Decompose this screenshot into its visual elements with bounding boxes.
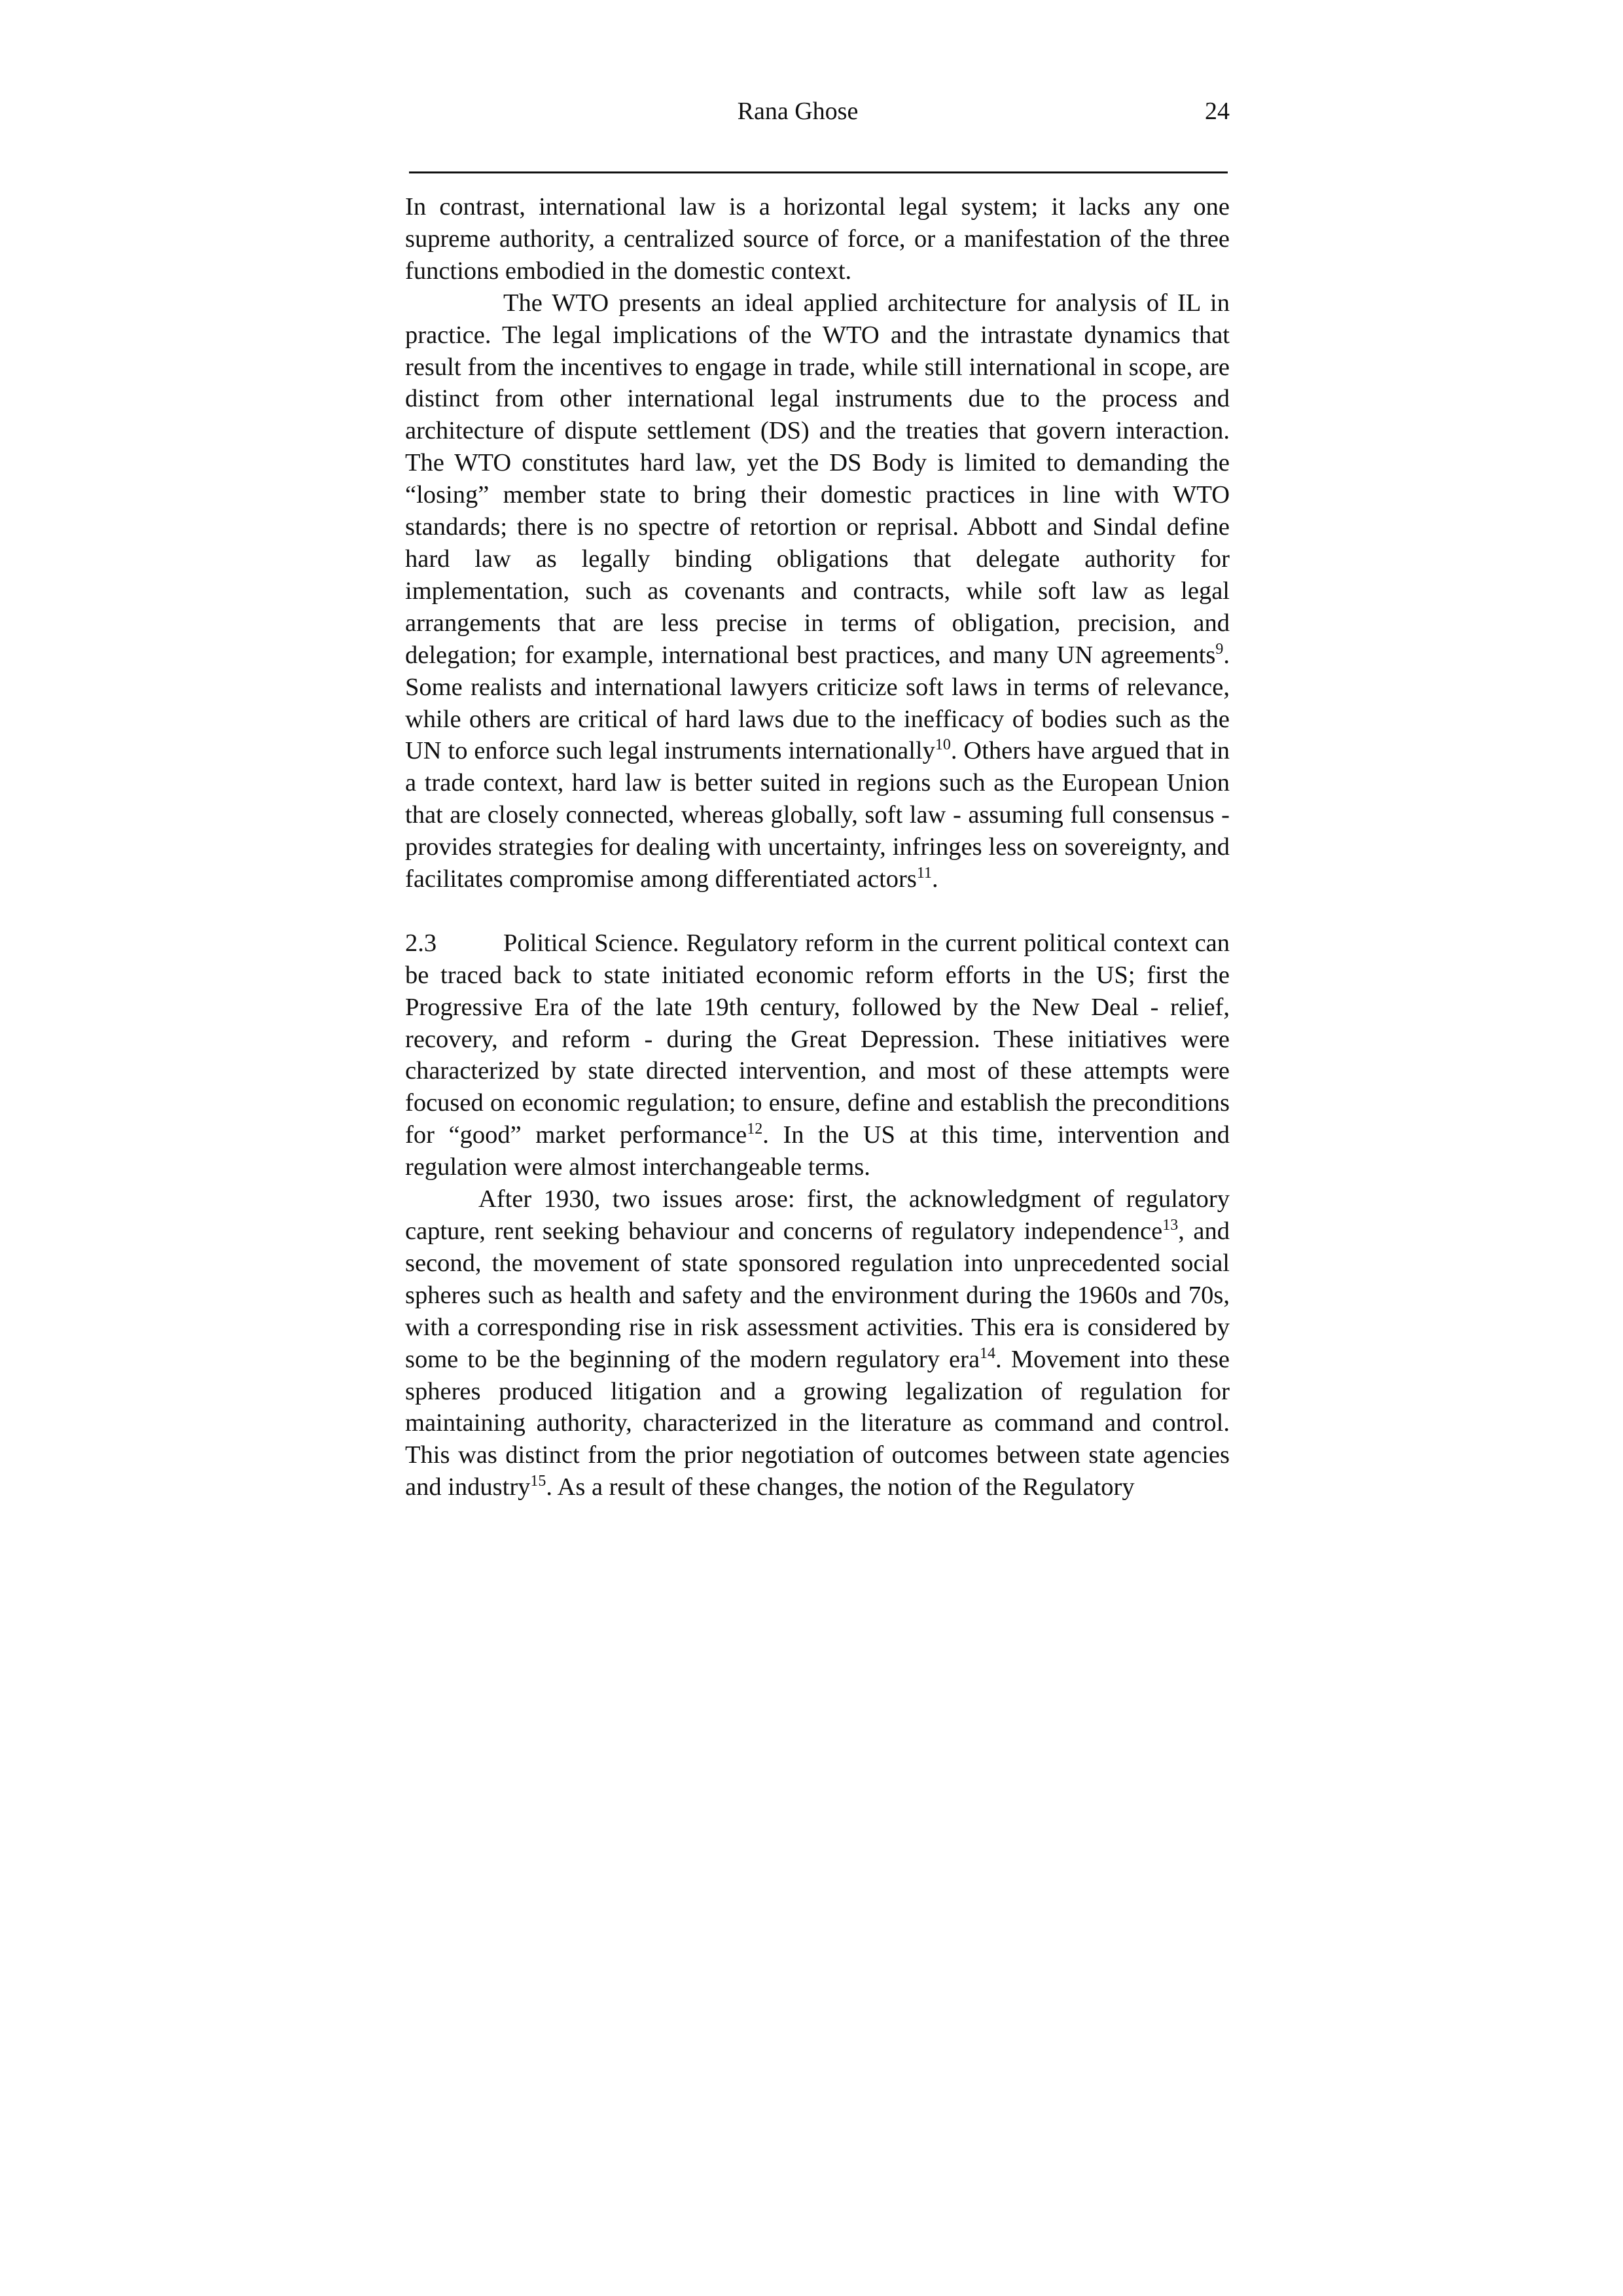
footnote-ref-15: 15 <box>530 1473 546 1490</box>
paragraph-4-text-d: . As a result of these changes, the notion of the Regulatory <box>546 1473 1135 1501</box>
footnote-ref-11: 11 <box>916 865 932 882</box>
paragraph-4-text-a: After 1930, two issues arose: first, the acknowledgment of regulatory capture, rent seeking behaviour and concerns of regulatory independence <box>405 1185 1230 1245</box>
paragraph-1-text: In contrast, international law is a horizontal legal system; it lacks any one supreme authority, a centralized source of force, or a manifestation of the three functions embodied in the domestic context. <box>405 193 1230 285</box>
footnote-ref-10: 10 <box>935 736 951 754</box>
running-head-author: Rana Ghose <box>737 98 859 125</box>
paragraph-3-text-a: Political Science. Regulatory reform in the current political context can be traced back to state initiated economic reform efforts in the US; first the Progressive Era of the late 19th century, followed by the New Deal - relief, recovery, and reform - during the Great Depression. These initiatives were characterized by state directed intervention, and most of these attempts were focused on economic regulation; to ensure, define and establish the preconditions for “good” market performance <box>405 929 1230 1149</box>
paragraph-2-text-c: . Others have argued that in a trade context, hard law is better suited in regions such as the European Union that are closely connected, whereas globally, soft law - assuming full consensus - provides strategies for dealing with uncertainty, infringes less on sovereignty, and facilitates compromise among differentiated actors <box>405 737 1230 893</box>
paragraph-2 <box>405 287 1230 895</box>
paragraph-2-text-b: . Some realists and international lawyers criticize soft laws in terms of relevance, while others are critical of hard laws due to the inefficacy of bodies such as the UN to enforce such legal instruments internationally <box>405 641 1230 765</box>
paragraph-3 <box>405 927 1230 1183</box>
paragraph-2-text-a: The WTO presents an ideal applied architecture for analysis of IL in practice. The legal implications of the WTO and the intrastate dynamics that result from the incentives to engage in trade, while still international in scope, are distinct from other international legal instruments due to the process and architecture of dispute settlement (DS) and the treaties that govern interaction. The WTO constitutes hard law, yet the DS Body is limited to demanding the “losing” member state to bring their domestic practices in line with WTO standards; there is no spectre of retortion or reprisal. Abbott and Sindal define hard law as legally binding obligations that delegate authority for implementation, such as covenants and contracts, while soft law as legal arrangements that are less precise in terms of obligation, precision, and delegation; for example, international best practices, and many UN agreements <box>405 289 1230 669</box>
section-number: 2.3 <box>405 929 437 957</box>
page-header <box>405 92 1230 131</box>
paragraph-2-text-d: . <box>931 865 938 893</box>
footnote-ref-14: 14 <box>980 1344 996 1362</box>
paragraph-1 <box>405 191 1230 287</box>
footnote-ref-9: 9 <box>1215 640 1224 658</box>
paragraph-4 <box>405 1183 1230 1503</box>
header-rule <box>409 171 1228 173</box>
paragraph-4-text-c: . Movement into these spheres produced litigation and a growing legalization of regulation for maintaining authority, characterized in the literature as command and control. This was distinct from the prior negotiation of outcomes between state agencies and industry <box>405 1345 1230 1501</box>
body-text <box>405 191 1230 1503</box>
paragraph-3-text-b: . In the US at this time, intervention and regulation were almost interchangeable terms. <box>405 1121 1230 1181</box>
page-number: 24 <box>1205 98 1230 125</box>
footnote-ref-12: 12 <box>747 1121 763 1138</box>
paragraph-4-text-b: , and second, the movement of state sponsored regulation into unprecedented social spheres such as health and safety and the environment during the 1960s and 70s, with a corresponding rise in risk assessment activities. This era is considered by some to be the beginning of the modern regulatory era <box>405 1217 1230 1373</box>
footnote-ref-13: 13 <box>1162 1217 1179 1234</box>
